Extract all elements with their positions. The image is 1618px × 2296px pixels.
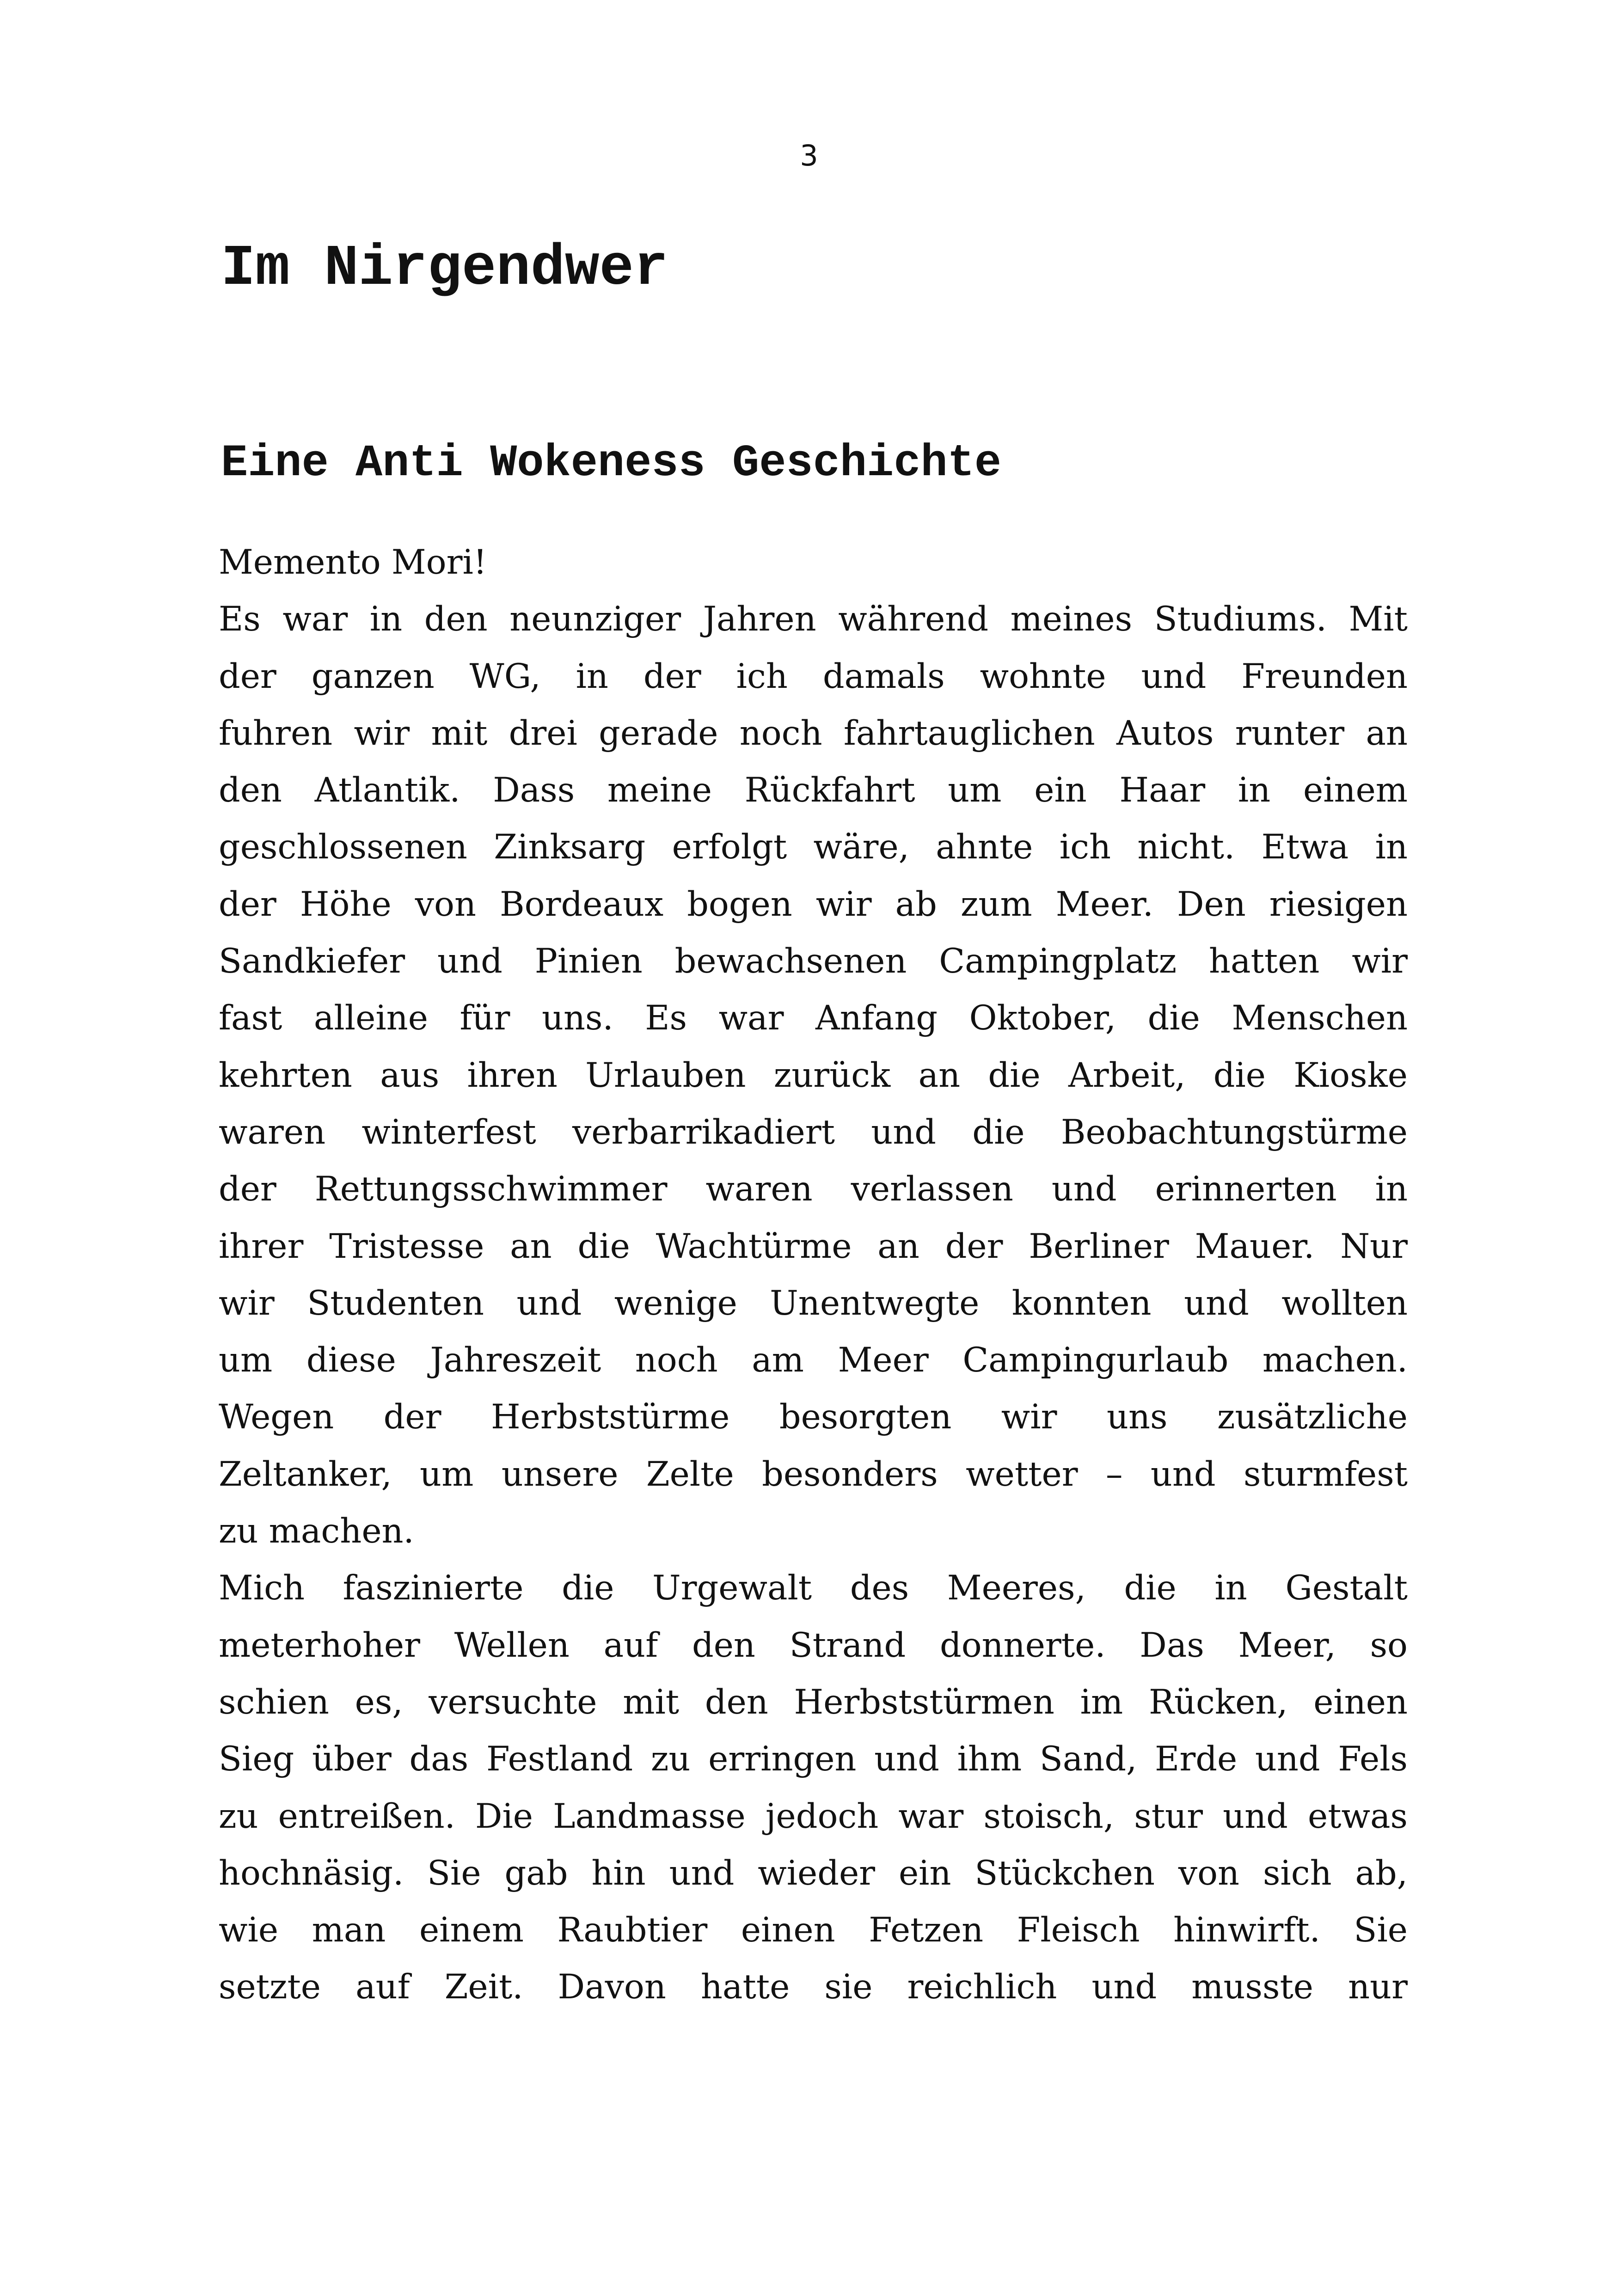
text-line: wir Studenten und wenige Unentwegte konnten und wollten <box>219 1283 1408 1323</box>
text-line: Wegen der Herbststürme besorgten wir uns zusätzliche <box>219 1397 1408 1437</box>
text-line: waren winterfest verbarrikadiert und die Beobachtungstürme <box>219 1112 1408 1152</box>
text-line: Sandkiefer und Pinien bewachsenen Campingplatz hatten wir <box>219 942 1408 981</box>
body-text <box>219 534 1408 2016</box>
text-line: zu entreißen. Die Landmasse jedoch war stoisch, stur und etwas <box>219 1796 1408 1836</box>
text-line: zu machen. <box>219 1512 414 1551</box>
text-line: der Höhe von Bordeaux bogen wir ab zum Meer. Den riesigen <box>219 884 1408 924</box>
text-line: geschlossenen Zinksarg erfolgt wäre, ahnte ich nicht. Etwa in <box>219 827 1408 867</box>
text-line: schien es, versuchte mit den Herbststürmen im Rücken, einen <box>219 1682 1408 1722</box>
text-line: der Rettungsschwimmer waren verlassen und erinnerten in <box>219 1169 1408 1209</box>
text-line: Sieg über das Festland zu erringen und ihm Sand, Erde und Fels <box>219 1739 1408 1779</box>
text-line: der ganzen WG, in der ich damals wohnte und Freunden <box>219 656 1408 696</box>
text-line: fast alleine für uns. Es war Anfang Oktober, die Menschen <box>219 998 1408 1038</box>
text-line: wie man einem Raubtier einen Fetzen Fleisch hinwirft. Sie <box>219 1910 1408 1950</box>
text-line: Es war in den neunziger Jahren während meines Studiums. Mit <box>219 600 1408 639</box>
text-line: kehrten aus ihren Urlauben zurück an die Arbeit, die Kioske <box>219 1055 1408 1095</box>
text-line: Zeltanker, um unsere Zelte besonders wetter – und sturmfest <box>219 1454 1408 1494</box>
text-line: fuhren wir mit drei gerade noch fahrtauglichen Autos runter an <box>219 713 1408 753</box>
text-line: setzte auf Zeit. Davon hatte sie reichlich und musste nur <box>219 1967 1408 2007</box>
text-line: den Atlantik. Dass meine Rückfahrt um ein Haar in einem <box>219 771 1408 810</box>
text-line: Memento Mori! <box>219 543 487 582</box>
chapter-subtitle: Eine Anti Wokeness Geschichte <box>221 438 1002 489</box>
text-line: ihrer Tristesse an die Wachtürme an der Berliner Mauer. Nur <box>219 1226 1408 1266</box>
page-number: 3 <box>800 139 818 172</box>
text-line: um diese Jahreszeit noch am Meer Campingurlaub machen. <box>219 1341 1408 1380</box>
chapter-title: Im Nirgendwer <box>221 237 668 301</box>
text-line: hochnäsig. Sie gab hin und wieder ein Stückchen von sich ab, <box>219 1853 1408 1893</box>
text-line: meterhoher Wellen auf den Strand donnerte. Das Meer, so <box>219 1625 1408 1665</box>
text-line: Mich faszinierte die Urgewalt des Meeres, die in Gestalt <box>219 1568 1408 1608</box>
